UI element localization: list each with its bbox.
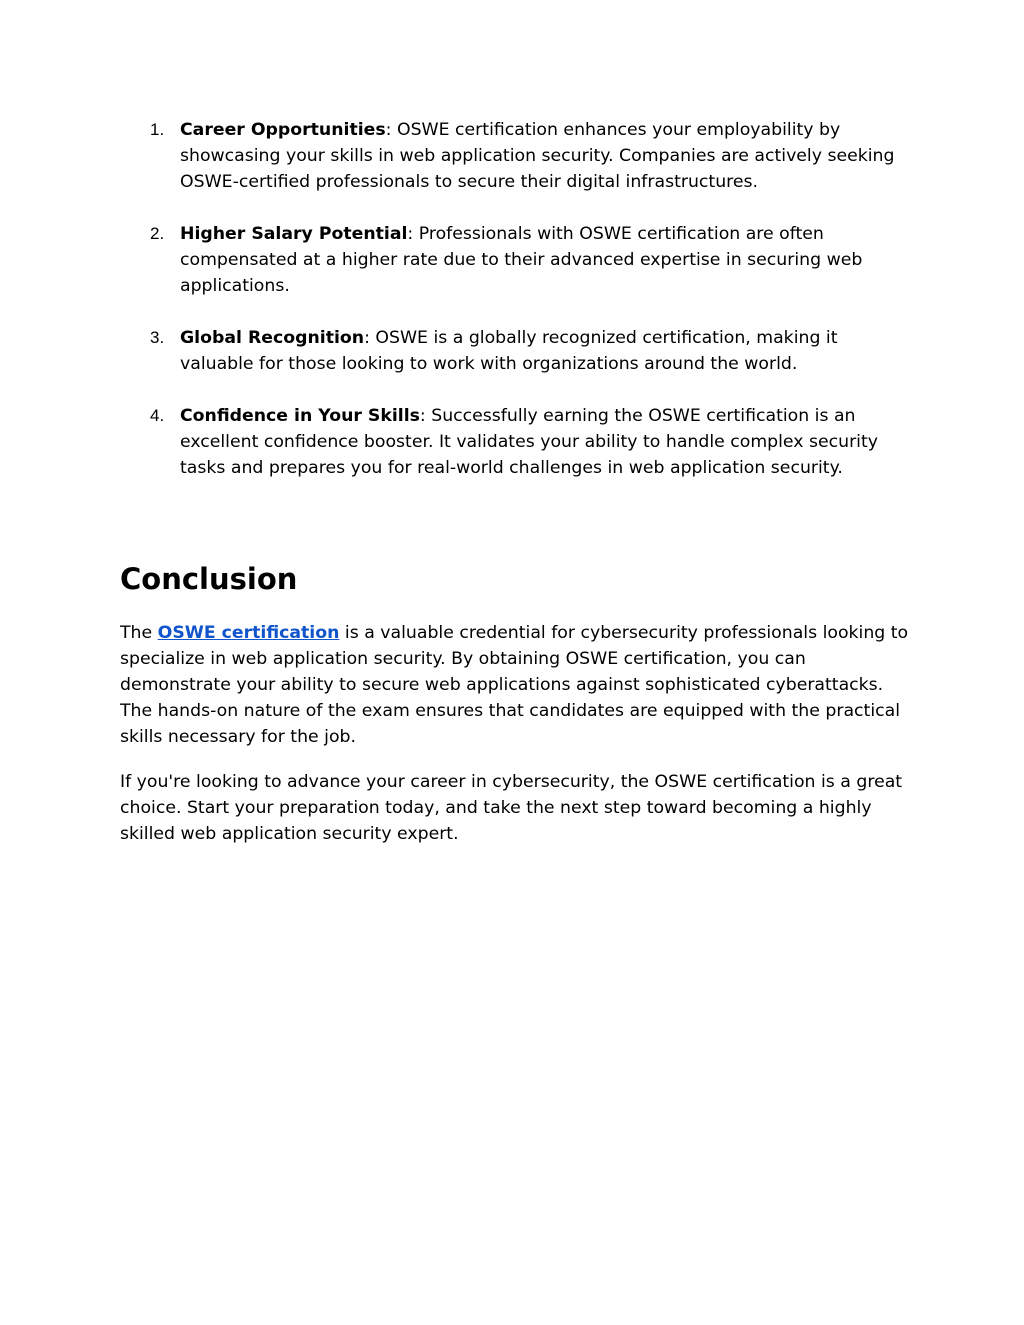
list-item-title: Global Recognition — [180, 328, 365, 348]
paragraph-text-before-link: The — [120, 623, 158, 643]
list-item-separator: : — [385, 120, 392, 140]
conclusion-heading: Conclusion — [120, 562, 298, 596]
list-number: 4. — [150, 406, 165, 425]
list-item-separator: : — [364, 328, 370, 348]
list-item-title: Higher Salary Potential — [180, 224, 408, 244]
list-number: 1. — [150, 120, 165, 139]
list-item-text: Successfully earning the OSWE certification is an excellent confidence booster. It validates your ability to handle complex security tasks and prepares you for real-world challenges in web application security. — [180, 406, 878, 478]
conclusion-paragraph-1 — [120, 620, 910, 750]
list-item-text: OSWE is a globally recognized certification, making it valuable for those looking to work with organizations around the world. — [180, 328, 838, 374]
list-item-global-recognition — [120, 325, 910, 377]
list-item-title: Confidence in Your Skills — [180, 406, 420, 426]
list-number: 3. — [150, 328, 165, 347]
paragraph-text-after-link: is a valuable credential for cybersecurity professionals looking to specialize in web application security. By obtaining OSWE certification, you can demonstrate your ability to secure web applications against sophisticated cyberattacks. The hands-on nature of the exam ensures that candidates are equipped with the practical skills necessary for the job. — [120, 623, 909, 747]
list-item-separator: : — [407, 224, 414, 244]
list-item-separator: : — [419, 406, 426, 426]
oswe-certification-link[interactable]: OSWE certification — [157, 623, 340, 643]
list-item-title: Career Opportunities — [180, 120, 386, 140]
list-item-higher-salary — [120, 221, 910, 299]
list-item-career-opportunities — [120, 117, 910, 195]
list-number: 2. — [150, 224, 165, 243]
list-item-confidence — [120, 403, 910, 481]
conclusion-paragraph-2: If you're looking to advance your career in cybersecurity, the OSWE certification is a great choice. Start your preparation today, and take the next step toward becoming a highly skilled web application security expert. — [120, 772, 903, 844]
list-item-text: Professionals with OSWE certification are often compensated at a higher rate due to their advanced expertise in securing web applications. — [180, 224, 863, 296]
list-item-text: OSWE certification enhances your employability by showcasing your skills in web application security. Companies are actively seeking OSWE-certified professionals to secure their digital infrastructures. — [180, 120, 895, 192]
benefits-list — [120, 117, 910, 507]
